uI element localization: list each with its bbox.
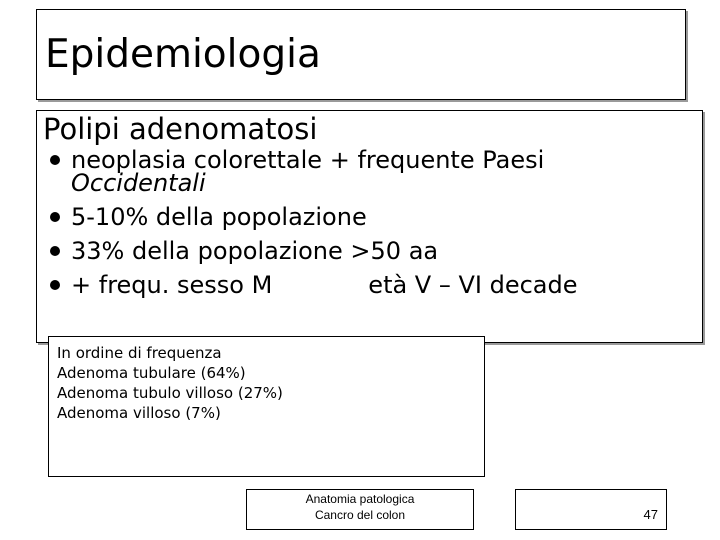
bullet-dot-icon bbox=[50, 212, 60, 222]
footer-line: Cancro del colon bbox=[314, 508, 406, 522]
bullet-item bbox=[37, 203, 578, 231]
footer-line: Anatomia patologica bbox=[305, 492, 415, 506]
bullet-item bbox=[37, 271, 578, 299]
bullet-text: neoplasia colorettale + frequente Paesi bbox=[71, 146, 545, 174]
frequency-line: Adenoma tubulare (64%) bbox=[57, 364, 246, 382]
frequency-line: Adenoma villoso (7%) bbox=[57, 404, 221, 422]
title-box bbox=[36, 9, 686, 100]
page-number-box bbox=[515, 489, 667, 530]
slide-title: Epidemiologia bbox=[45, 32, 321, 77]
bullet-dot-icon bbox=[50, 280, 60, 290]
frequency-list bbox=[57, 343, 283, 423]
bullet-dot-icon bbox=[50, 155, 60, 165]
content-heading: Polipi adenomatosi bbox=[43, 112, 318, 146]
bullet-item bbox=[37, 146, 578, 197]
bullet-text-age: età V – VI decade bbox=[368, 271, 578, 299]
page-number: 47 bbox=[643, 507, 658, 522]
bullet-item bbox=[37, 237, 578, 265]
footer-box bbox=[246, 489, 474, 530]
bullet-text: + frequ. sesso M bbox=[71, 271, 273, 299]
bullet-list bbox=[37, 146, 578, 308]
footer-text bbox=[247, 491, 473, 523]
frequency-line: In ordine di frequenza bbox=[57, 344, 222, 362]
bullet-dot-icon bbox=[50, 246, 60, 256]
bullet-text: 5-10% della popolazione bbox=[71, 203, 367, 231]
bullet-text: 33% della popolazione >50 aa bbox=[71, 237, 439, 265]
bullet-text-continued: Occidentali bbox=[71, 169, 206, 197]
frequency-line: Adenoma tubulo villoso (27%) bbox=[57, 384, 283, 402]
content-box bbox=[36, 110, 703, 343]
frequency-box bbox=[48, 336, 485, 477]
